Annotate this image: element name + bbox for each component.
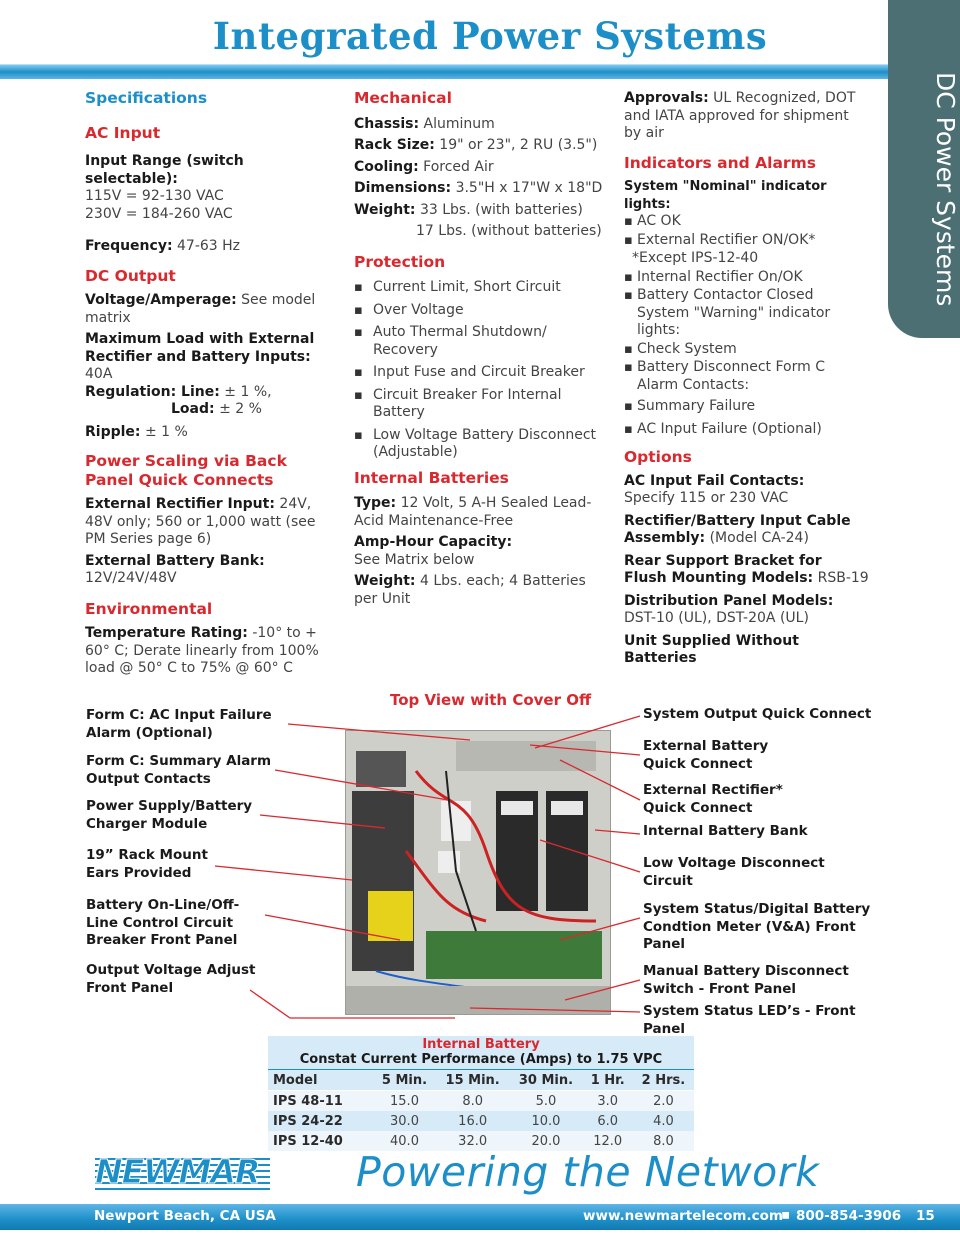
input-range-label: Input Range (switch selectable): [85,153,244,187]
table-cell: IPS 48-11 [273,1093,343,1109]
table-subtitle: Constat Current Performance (Amps) to 1.75 VPC [268,1052,694,1070]
callout-label: System Output Quick Connect [643,706,872,722]
temp-value: -10° to + 60° C; Derate linearly from 100% load @ 50° C to 75% @ 60° C [85,625,319,676]
table-cell: 8.0 [653,1133,674,1149]
protection-heading: Protection [354,252,446,271]
callout-line [595,830,640,834]
table-cell: 12.0 [593,1133,623,1149]
extrect-label: External Rectifier Input: [85,496,275,512]
weight-label: Weight: [354,201,416,218]
list-item: ▪ Battery Contactor Closed System "Warning" indicator lights: [624,287,869,340]
dist-value: DST-10 (UL), DST-20A (UL) [624,610,809,626]
footer-phone: 800-854-3906 [796,1208,902,1224]
list-item: ▪ Internal Rectifier On/OK [624,269,869,287]
table-cell: 30.0 [390,1113,419,1129]
footer-location: Newport Beach, CA USA [94,1208,276,1224]
list-item: ▪ Current Limit, Short Circuit [354,279,604,297]
temp-label: Temperature Rating: [85,625,248,641]
load-label: Load: [171,401,215,417]
int-bat-heading: Internal Batteries [354,468,509,487]
reg-label: Regulation: Line: [85,383,220,400]
list-item: ▪ Over Voltage [354,302,604,320]
callout-label: Output Voltage Adjust Front Panel [86,962,256,996]
list-item: ▪ Input Fuse and Circuit Breaker [354,364,604,382]
newmar-logo [95,1152,270,1196]
callout-line [250,990,290,1018]
table-cell: 15.0 [390,1093,419,1109]
chassis-label: Chassis: [354,115,420,132]
approvals-value: UL Recognized, DOT and IATA approved for shipment by air [624,90,856,141]
va-value: See model matrix [85,292,316,326]
nominal-label: System "Nominal" indicator lights: [624,179,827,212]
table-cell: 4.0 [653,1113,674,1129]
list-item: ▪ Battery Disconnect Form C Alarm Contacts: [624,359,869,394]
callout-label: Internal Battery Bank [643,823,808,839]
callout-line [540,840,640,872]
footer-bar [0,1204,960,1230]
table-cell: 2.0 [653,1093,674,1109]
table-cell: IPS 12-40 [273,1133,343,1149]
dist-label: Distribution Panel Models: [624,592,834,609]
except-note: *Except IPS-12-40 [632,250,759,266]
type-value: 12 Volt, 5 A-H Sealed Lead-Acid Maintenance-Free [354,495,592,529]
freq-value: 47-63 Hz [177,238,241,254]
callout-label: Form C: Summary Alarm Output Contacts [86,753,272,787]
extbat-label: External Battery Bank: [85,552,265,569]
callout-line [470,1008,640,1012]
callout-line [535,716,640,748]
callout-line [260,815,385,828]
page-number: 15 [916,1208,935,1224]
approvals-label: Approvals: [624,90,709,106]
callout-line [288,724,470,740]
cable-value: (Model CA-24) [709,530,809,546]
load-value: ± 2 % [219,401,262,417]
reg-line-value: ± 1 %, [224,383,272,400]
cooling-label: Cooling: [354,158,419,175]
slogan: Powering the Network [356,1148,820,1196]
ah-value: See Matrix below [354,551,475,568]
bw-label: Weight: [354,573,416,589]
cooling-value: Forced Air [423,158,494,175]
maxload-value: 40A [85,366,113,382]
callout-label: System Status LED’s - Front Panel [643,1003,856,1037]
callout-line [265,915,400,940]
rear-value: RSB-19 [817,570,869,586]
table-header-row [268,1070,694,1091]
callout-line [560,760,640,800]
table-cell: 32.0 [458,1133,488,1149]
ripple-value: ± 1 % [144,423,188,440]
freq-label: Frequency: [85,238,173,254]
indicators-heading: Indicators and Alarms [624,153,816,172]
table-row [268,1111,694,1131]
table-header: 30 Min. [518,1072,574,1088]
table-cell: 40.0 [390,1133,419,1149]
table-header: 1 Hr. [590,1072,625,1088]
battery-table [268,1036,694,1151]
callout-label: Battery On-Line/Off-Line Control Circuit Breaker Front Panel [86,897,240,948]
table-cell: 8.0 [462,1093,483,1109]
callout-line [275,770,448,800]
list-item: ▪ Circuit Breaker For Internal Battery [354,387,604,422]
table-header: 5 Min. [381,1072,428,1088]
callout-line [565,980,640,1000]
rear-label: Rear Support Bracket for Flush Mounting Models: [624,552,822,586]
va-label: Voltage/Amperage: [85,292,237,308]
callout-label: System Status/Digital Battery Condtion Meter (V&A) Front Panel [643,901,871,952]
weight-value-1: 33 Lbs. (with batteries) [419,201,583,218]
ah-label: Amp-Hour Capacity: [354,534,513,550]
specs-heading: Specifications [85,89,208,107]
callout-line [215,866,352,880]
table-cell: 5.0 [535,1093,557,1109]
ac-input-heading: AC Input [85,123,161,142]
callout-label: Low Voltage Disconnect Circuit [643,855,825,889]
page-title: Integrated Power Systems [212,14,768,58]
dc-output-heading: DC Output [85,266,176,285]
table-header: Model [273,1072,318,1088]
ripple-label: Ripple: [85,423,141,440]
table-cell: 6.0 [597,1113,619,1129]
callout-label: Power Supply/Battery Charger Module [86,798,253,832]
no-batteries-note: Unit Supplied Without Batteries [624,632,799,666]
table-header: 2 Hrs. [641,1072,686,1088]
extbat-value: 12V/24V/48V [85,570,177,586]
input-115: 115V = 92-130 VAC [85,188,224,204]
list-item: ▪ AC OK [624,213,869,231]
section-tab-label: DC Power Systems [931,71,960,307]
list-item: ▪ AC Input Failure (Optional) [624,421,869,439]
rack-value: 19" or 23", 2 RU (3.5") [439,137,598,153]
footer-website[interactable]: www.newmartelecom.com [583,1208,783,1224]
maxload-label: Maximum Load with External Rectifier and Battery Inputs: [85,331,315,365]
callout-label: Manual Battery Disconnect Switch - Front Panel [643,963,849,997]
table-header: 15 Min. [445,1072,500,1088]
acfail-label: AC Input Fail Contacts: [624,472,805,489]
list-item: ▪ Low Voltage Battery Disconnect (Adjustable) [354,427,604,462]
cable-label: Rectifier/Battery Input Cable Assembly: [624,512,851,546]
bullet-icon: ▪ [781,1207,791,1223]
callout-line [560,918,640,940]
table-title: Internal Battery [422,1037,540,1052]
callout-label: External Battery Quick Connect [643,738,769,772]
table-cell: 20.0 [531,1133,561,1149]
table-cell: IPS 24-22 [273,1113,343,1129]
extrect-value: 24V, 48V only; 560 or 1,000 watt (see PM Series page 6) [85,496,316,547]
list-item: ▪ External Rectifier ON/OK* [624,232,869,250]
table-cell: 3.0 [597,1093,619,1109]
callout-label: External Rectifier* Quick Connect [643,782,783,816]
dim-label: Dimensions: [354,180,452,196]
callout-line [530,745,640,755]
list-item: ▪ Check System [624,341,869,359]
table-cell: 10.0 [531,1113,561,1129]
dim-value: 3.5"H x 17"W x 18"D [455,180,603,196]
type-label: Type: [354,495,397,511]
bw-value: 4 Lbs. each; 4 Batteries per Unit [354,573,586,607]
table-cell: 16.0 [458,1113,488,1129]
list-item: ▪ Summary Failure [624,398,869,416]
list-item: ▪ Auto Thermal Shutdown/ Recovery [354,324,604,359]
acfail-value: Specify 115 or 230 VAC [624,490,789,506]
rack-label: Rack Size: [354,137,435,153]
diagram-title: Top View with Cover Off [390,691,592,709]
options-heading: Options [624,448,692,466]
scaling-heading: Power Scaling via Back Panel Quick Connects [85,452,287,489]
callout-label: 19” Rack Mount Ears Provided [86,847,208,881]
callout-label: Form C: AC Input Failure Alarm (Optional) [86,707,272,741]
logo-text: NEWMAR [95,1152,260,1191]
table-row [268,1091,694,1112]
input-230: 230V = 184-260 VAC [85,205,233,222]
chassis-value: Aluminum [423,115,495,132]
mech-heading: Mechanical [354,89,452,107]
weight-value-2: 17 Lbs. (without batteries) [416,223,602,239]
env-heading: Environmental [85,599,213,618]
